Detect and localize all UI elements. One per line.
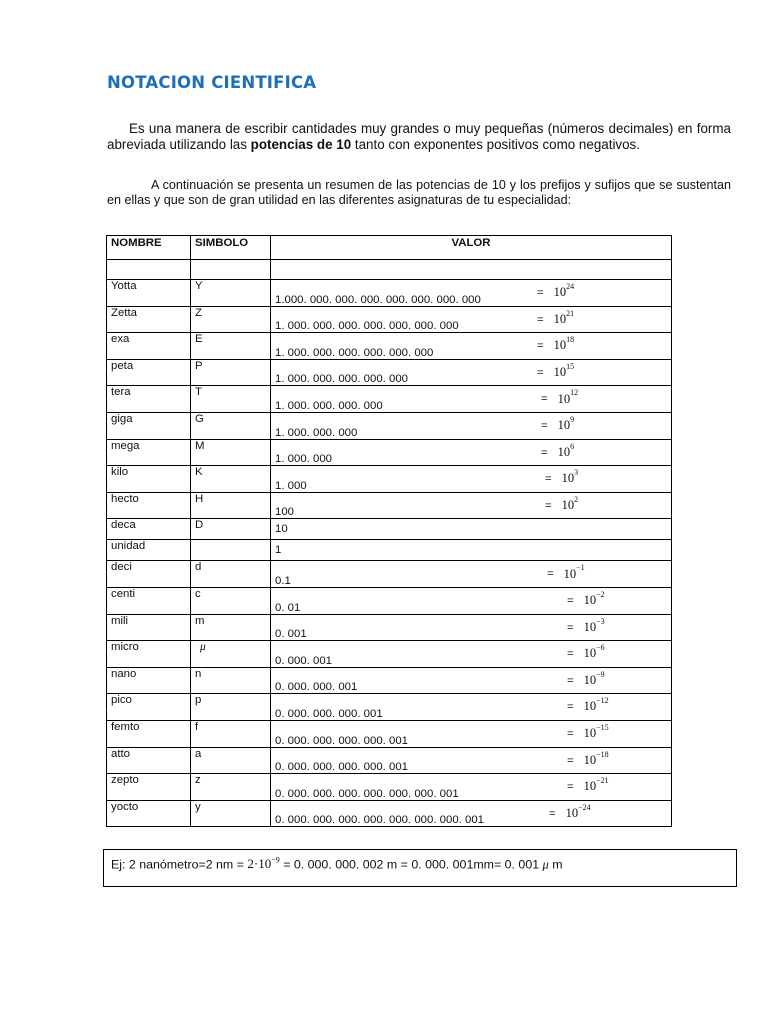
header-symbol: SIMBOLO	[191, 236, 271, 260]
example-math	[247, 856, 279, 871]
table-row	[107, 800, 672, 827]
equals-sign: =	[547, 568, 554, 581]
power-exponent: −12	[596, 696, 609, 706]
power-exponent: −3	[596, 616, 605, 626]
example-middle: = 0. 000. 000. 002 m = 0. 000. 001mm= 0. 001	[279, 857, 543, 872]
power-expression	[567, 722, 609, 741]
prefix-symbol: Y	[191, 280, 271, 307]
intro-bold-phrase: potencias de 10	[250, 137, 352, 152]
prefix-value-cell	[271, 359, 672, 386]
power-exponent: −24	[578, 802, 591, 812]
table-row	[107, 641, 672, 668]
power-exponent: 3	[574, 468, 579, 478]
equals-sign: =	[537, 313, 544, 326]
prefix-name: zepto	[107, 774, 191, 801]
power-of-ten	[583, 669, 605, 687]
power-base: 10	[553, 364, 567, 379]
prefix-value: 1. 000. 000. 000. 000. 000. 000. 000	[275, 320, 459, 333]
prefix-symbol: m	[191, 614, 271, 641]
prefix-value: 1.000. 000. 000. 000. 000. 000. 000. 000	[275, 293, 481, 306]
prefix-value: 100	[275, 506, 295, 519]
prefix-value: 0. 000. 000. 000. 001	[275, 707, 383, 720]
equals-sign: =	[541, 446, 548, 459]
prefix-symbol: P	[191, 359, 271, 386]
prefix-value: 1. 000. 000. 000. 000. 000. 000	[275, 346, 434, 359]
power-base: 10	[557, 444, 571, 459]
power-base: 10	[583, 752, 597, 767]
example-math-exp: −9	[271, 856, 280, 865]
equals-sign: =	[567, 701, 574, 714]
power-of-ten	[557, 388, 579, 406]
power-of-ten	[583, 616, 605, 634]
power-base: 10	[553, 338, 567, 353]
power-expression	[537, 308, 575, 327]
prefix-value-cell	[271, 280, 672, 307]
power-of-ten	[565, 802, 591, 820]
prefix-symbol: K	[191, 466, 271, 493]
summary-paragraph: A continuación se presenta un resumen de las potencias de 10 y los prefijos y sufijos que se sustentan en ellas y que son de gran utilidad en las diferentes asignaturas de tu especialidad:	[107, 178, 731, 207]
power-of-ten	[553, 335, 575, 353]
header-name: NOMBRE	[107, 236, 191, 260]
example-math-base: 2·10	[247, 856, 272, 872]
prefix-name: Zetta	[107, 306, 191, 333]
table-row	[107, 333, 672, 360]
intro-paragraph	[107, 121, 731, 153]
header-value: VALOR	[271, 236, 672, 260]
prefix-name: giga	[107, 412, 191, 439]
prefix-symbol: f	[191, 720, 271, 747]
prefix-value-cell	[271, 800, 672, 827]
intro-text-start: Es una manera de escribir cantidades muy grandes o muy pequeñas (números decimales) en forma abreviada utilizando las	[107, 121, 731, 152]
prefix-symbol: μ	[191, 641, 271, 668]
table-header-row	[107, 236, 672, 260]
prefix-name: kilo	[107, 466, 191, 493]
table-row	[107, 280, 672, 307]
power-exponent: −9	[596, 669, 605, 679]
power-base: 10	[557, 418, 571, 433]
table-row	[107, 386, 672, 413]
prefix-symbol	[191, 540, 271, 561]
prefix-name: pico	[107, 694, 191, 721]
prefix-name: mega	[107, 439, 191, 466]
prefix-name: hecto	[107, 492, 191, 519]
prefix-name: peta	[107, 359, 191, 386]
power-of-ten	[557, 441, 575, 459]
table-row	[107, 439, 672, 466]
power-expression	[549, 802, 591, 821]
power-of-ten	[563, 563, 585, 581]
power-base: 10	[553, 285, 567, 300]
prefix-value: 0. 000. 001	[275, 654, 333, 667]
prefix-value-cell	[271, 412, 672, 439]
prefix-value: 1. 000. 000	[275, 453, 333, 466]
power-base: 10	[561, 471, 575, 486]
prefix-name: atto	[107, 747, 191, 774]
prefix-value-cell	[271, 747, 672, 774]
prefix-value-cell	[271, 306, 672, 333]
power-exponent: 2	[574, 494, 579, 504]
prefix-value-cell	[271, 519, 672, 540]
prefix-symbol: c	[191, 587, 271, 614]
prefix-symbol: p	[191, 694, 271, 721]
power-of-ten	[557, 414, 575, 433]
power-expression	[541, 441, 575, 460]
prefix-name: unidad	[107, 540, 191, 561]
power-expression	[537, 337, 574, 353]
prefix-value-cell	[271, 561, 672, 588]
equals-sign: =	[537, 340, 544, 353]
prefix-value-cell	[271, 540, 672, 561]
table-row	[107, 412, 672, 439]
prefix-name: Yotta	[107, 280, 191, 307]
prefix-value: 1. 000. 000. 000. 000	[275, 399, 383, 412]
table-row	[107, 306, 672, 333]
power-of-ten	[553, 361, 575, 379]
table-row	[107, 587, 672, 614]
prefix-value: 1. 000. 000. 000. 000. 000	[275, 373, 409, 386]
prefix-symbol: Z	[191, 306, 271, 333]
table-row	[107, 747, 672, 774]
prefix-name: femto	[107, 720, 191, 747]
equals-sign: =	[567, 674, 574, 687]
prefix-symbol: a	[191, 747, 271, 774]
power-exponent: −2	[596, 589, 605, 599]
table-row	[107, 466, 672, 493]
power-base: 10	[557, 391, 571, 406]
equals-sign: =	[549, 807, 556, 820]
prefix-value: 10	[275, 523, 288, 536]
prefix-name: mili	[107, 614, 191, 641]
table-row	[107, 519, 672, 540]
power-expression	[567, 749, 609, 768]
prefix-value: 0. 01	[275, 601, 301, 614]
prefix-name: centi	[107, 587, 191, 614]
power-of-ten	[583, 643, 605, 661]
prefix-symbol: T	[191, 386, 271, 413]
equals-sign: =	[545, 499, 552, 512]
example-box	[103, 849, 737, 887]
equals-sign: =	[567, 648, 574, 661]
power-exponent: −1	[576, 563, 585, 573]
intro-text-end: tanto con exponentes positivos como negativos.	[351, 137, 640, 152]
equals-sign: =	[567, 595, 574, 608]
power-of-ten	[561, 468, 579, 486]
power-expression	[537, 284, 574, 300]
table-row	[107, 774, 672, 801]
example-text	[111, 856, 563, 872]
power-exponent: −6	[596, 643, 605, 653]
example-suffix: m	[548, 857, 563, 872]
power-of-ten	[583, 696, 609, 714]
prefix-symbol: E	[191, 333, 271, 360]
prefix-value-cell	[271, 439, 672, 466]
prefix-symbol: d	[191, 561, 271, 588]
prefix-symbol: z	[191, 774, 271, 801]
table-row	[107, 561, 672, 588]
power-expression	[541, 390, 578, 406]
power-expression	[545, 494, 579, 513]
table-row	[107, 359, 672, 386]
prefix-symbol: y	[191, 800, 271, 827]
power-of-ten	[561, 494, 579, 512]
prefix-value-cell	[271, 667, 672, 694]
table-row	[107, 614, 672, 641]
prefix-value: 0.1	[275, 574, 291, 587]
power-base: 10	[563, 566, 577, 581]
prefix-value-cell	[271, 774, 672, 801]
prefix-name: nano	[107, 667, 191, 694]
prefix-symbol: D	[191, 519, 271, 540]
power-exponent: 9	[570, 414, 575, 424]
equals-sign: =	[567, 621, 574, 634]
power-of-ten	[553, 308, 575, 326]
prefix-value-cell	[271, 694, 672, 721]
prefix-name: tera	[107, 386, 191, 413]
equals-sign: =	[567, 728, 574, 741]
power-base: 10	[583, 672, 597, 687]
prefix-symbol: n	[191, 667, 271, 694]
power-expression	[547, 565, 585, 581]
prefix-value: 0. 000. 000. 000. 000. 000. 000. 001	[275, 787, 459, 800]
power-exponent: −15	[596, 722, 609, 732]
power-exponent: 15	[566, 361, 575, 371]
power-of-ten	[583, 722, 609, 741]
power-base: 10	[565, 805, 579, 820]
power-of-ten	[553, 282, 575, 300]
power-expression	[567, 645, 605, 661]
prefix-value-cell	[271, 614, 672, 641]
prefix-symbol: M	[191, 439, 271, 466]
power-expression	[567, 616, 605, 635]
prefix-value-cell	[271, 386, 672, 413]
example-prefix: Ej: 2 nanómetro=2 nm =	[111, 857, 248, 872]
power-expression	[567, 589, 605, 608]
prefix-name: exa	[107, 333, 191, 360]
power-exponent: 24	[566, 282, 575, 291]
prefix-value-cell	[271, 466, 672, 493]
power-base: 10	[583, 646, 597, 661]
prefix-name: micro	[107, 641, 191, 668]
prefix-symbol: H	[191, 492, 271, 519]
table-row	[107, 667, 672, 694]
prefix-name: deca	[107, 519, 191, 540]
equals-sign: =	[541, 420, 548, 433]
powers-of-ten-table	[106, 235, 672, 827]
table-row	[107, 694, 672, 721]
prefix-value: 0. 000. 000. 000. 000. 001	[275, 761, 409, 774]
page-title: NOTACION CIENTIFICA	[107, 73, 317, 92]
power-base: 10	[583, 726, 597, 741]
table-row	[107, 540, 672, 561]
power-base: 10	[583, 593, 597, 608]
power-exponent: 21	[566, 308, 575, 318]
power-exponent: −21	[596, 776, 609, 786]
power-of-ten	[583, 776, 609, 794]
power-exponent: −18	[596, 749, 609, 759]
prefix-value: 0. 001	[275, 628, 307, 641]
prefix-value-cell	[271, 492, 672, 519]
prefix-value: 1. 000	[275, 479, 307, 492]
power-exponent: 6	[570, 441, 575, 451]
prefix-value: 1	[275, 544, 282, 557]
equals-sign: =	[541, 393, 548, 406]
power-base: 10	[561, 497, 575, 512]
prefix-value: 1. 000. 000. 000	[275, 426, 358, 439]
prefix-value: 0. 000. 000. 000. 000. 000. 000. 000. 001	[275, 814, 485, 827]
equals-sign: =	[567, 781, 574, 794]
equals-sign: =	[537, 366, 544, 379]
equals-sign: =	[545, 473, 552, 486]
power-exponent: 18	[566, 335, 575, 345]
power-base: 10	[583, 779, 597, 794]
prefix-value-cell	[271, 720, 672, 747]
prefix-symbol: G	[191, 412, 271, 439]
power-base: 10	[583, 699, 597, 714]
prefix-value-cell	[271, 641, 672, 668]
power-exponent: 12	[570, 388, 579, 398]
prefix-value-cell	[271, 333, 672, 360]
prefix-name: deci	[107, 561, 191, 588]
prefix-value-cell	[271, 587, 672, 614]
power-expression	[541, 414, 575, 433]
table-row	[107, 720, 672, 747]
power-expression	[567, 698, 609, 714]
power-expression	[567, 778, 609, 794]
micro-symbol: μ	[542, 857, 549, 872]
power-base: 10	[583, 619, 597, 634]
table-row	[107, 492, 672, 519]
power-of-ten	[583, 749, 609, 767]
equals-sign: =	[537, 287, 544, 300]
power-expression	[545, 470, 578, 486]
blank-row	[107, 260, 672, 280]
prefix-value: 0. 000. 000. 001	[275, 681, 358, 694]
power-base: 10	[553, 311, 567, 326]
power-expression	[567, 669, 605, 688]
prefix-name: yocto	[107, 800, 191, 827]
power-of-ten	[583, 589, 605, 608]
prefix-value: 0. 000. 000. 000. 000. 001	[275, 734, 409, 747]
equals-sign: =	[567, 754, 574, 767]
power-expression	[537, 361, 575, 380]
